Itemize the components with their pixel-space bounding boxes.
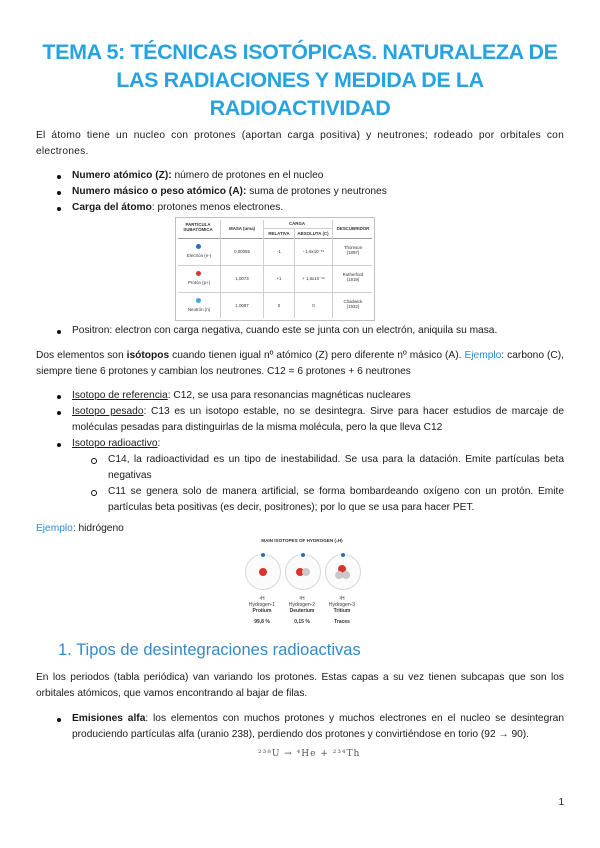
definition-text: suma de protones y neutrones bbox=[246, 186, 387, 197]
table-cell: +1 bbox=[276, 276, 282, 281]
isotope-label bbox=[322, 596, 362, 625]
isotope-label bbox=[242, 596, 282, 625]
table-cell: - 1,6x10⁻¹⁹ bbox=[302, 249, 325, 254]
list-bullet bbox=[57, 207, 61, 211]
text-run: : carbono (C), siempre tiene 6 protones y cambian los neutrones. C12 = 6 protones + 6 neutrones bbox=[36, 350, 564, 377]
protium-atom bbox=[245, 554, 281, 590]
list-bullet bbox=[57, 175, 61, 179]
term-atom-charge: Carga del átomo bbox=[72, 202, 152, 213]
section-title: Tipos de desintegraciones radioactivas bbox=[76, 641, 361, 659]
table-cell: Neutrón (n) bbox=[187, 307, 211, 312]
list-bullet bbox=[57, 395, 61, 399]
list-item bbox=[72, 184, 387, 200]
text-run: cuando tienen igual nº atómico (Z) pero diferente nº másico (A). bbox=[169, 350, 465, 361]
isotope-abundance: 99,8 % bbox=[254, 619, 270, 625]
table-cell: 1,0073 bbox=[235, 276, 249, 281]
isotope-symbol: ³H bbox=[339, 596, 345, 602]
table-cell: 0,00055 bbox=[234, 249, 250, 254]
list-bullet bbox=[57, 443, 61, 447]
definition-text: : C13 es un isotopo estable, no se desintegra. Sirve para hacer estudios de marcaje de moléculas pesadas para distinguirlas de la misma molécula, pero la que lleva C12 bbox=[72, 406, 565, 433]
header-relative: RELATIVA bbox=[268, 231, 290, 236]
alpha-decay-equation: ²³⁸U → ⁴He + ²³⁴Th bbox=[258, 749, 361, 759]
term-isotopes: isótopos bbox=[126, 350, 170, 361]
electron-icon bbox=[301, 553, 305, 557]
header-charge: CARGA bbox=[288, 221, 306, 226]
list-item bbox=[72, 404, 564, 436]
neutron-icon bbox=[342, 571, 350, 579]
term-heavy-isotope: Isotopo pesado bbox=[72, 406, 144, 417]
header-discoverer: DESCUBRIDOR bbox=[336, 226, 370, 231]
list-item bbox=[72, 200, 283, 216]
isotope-common-name: Protium bbox=[252, 608, 272, 614]
term-reference-isotope: Isotopo de referencia bbox=[72, 390, 168, 401]
isotope-symbol: ²H bbox=[299, 596, 305, 602]
list-item bbox=[72, 436, 160, 452]
isotopes-paragraph bbox=[36, 348, 564, 380]
term-mass-number: Numero másico o peso atómico (A): bbox=[72, 186, 247, 197]
page-title: TEMA 5: TÉCNICAS ISOTÓPICAS. NATURALEZA DE LAS RADIACIONES Y MEDIDA DE LA RADIOACTIVIDAD bbox=[42, 40, 558, 120]
header-particle: PARTÍCULA SUBATÓMICA bbox=[183, 222, 213, 232]
isotope-name: Hydrogen-1 bbox=[248, 602, 276, 608]
list-bullet bbox=[57, 718, 61, 722]
term-alpha-emission: Emisiones alfa bbox=[72, 713, 146, 724]
example-label: Ejemplo bbox=[464, 350, 502, 361]
text-run: : hidrógeno bbox=[72, 523, 124, 534]
isotope-label bbox=[282, 596, 322, 625]
section-paragraph: En los periodos (tabla periódica) van variando los protones. Estas capas a su vez tienen subcapas que son los orbitales atómicos, que vamos encontrando al bajar de filas. bbox=[36, 672, 564, 699]
list-bullet bbox=[57, 191, 61, 195]
table-cell: Rutherford (1919) bbox=[342, 272, 364, 282]
table-cell: Thomson (1897) bbox=[343, 245, 363, 255]
section-heading bbox=[58, 641, 361, 660]
table-cell: -1 bbox=[277, 249, 281, 254]
header-mass: MASA (uma) bbox=[229, 226, 255, 231]
tritium-atom bbox=[325, 554, 361, 590]
text-run: Dos elementos son bbox=[36, 350, 127, 361]
hydrogen-isotopes-figure bbox=[237, 538, 367, 648]
neutron-dot bbox=[196, 298, 201, 303]
definition-text: : bbox=[157, 438, 161, 449]
list-item bbox=[72, 168, 323, 184]
subatomic-particle-table bbox=[175, 217, 375, 321]
sublist-item: C14, la radioactividad es un tipo de inestabilidad. Se usa para la datación. Emite partículas beta negativas bbox=[108, 454, 564, 481]
sublist-item: C11 se genera solo de manera artificial, se forma bombardeando oxígeno con un protón. Emite partículas beta positivas (es decir, positrones); por lo que se usa para hacer PET. bbox=[108, 486, 564, 513]
table-cell: + 1,6x10⁻¹⁹ bbox=[302, 276, 325, 281]
proton-icon bbox=[259, 568, 267, 576]
definition-text: : C12, se usa para resonancias magnéticas nucleares bbox=[167, 390, 411, 401]
page-number: 1 bbox=[558, 797, 564, 808]
table-cell: 0 bbox=[277, 303, 281, 308]
isotope-common-name: Tritium bbox=[333, 608, 351, 614]
electron-icon bbox=[261, 553, 265, 557]
table-cell: Electrón (e-) bbox=[186, 253, 212, 258]
figure-title: MAIN ISOTOPES OF HYDROGEN (₁H) bbox=[261, 538, 343, 543]
alpha-emission-item bbox=[72, 711, 564, 743]
isotope-abundance: Traces bbox=[334, 619, 350, 625]
definition-text: : los elementos con muchos protones y muchos electrones en el nucleo se desintegran produciendo partículas alfa (uranio 238), perdiendo dos protones y convirtiéndose en torio (92 → 90). bbox=[72, 713, 564, 740]
sublist-bullet bbox=[91, 490, 97, 496]
definition-text: : protones menos electrones. bbox=[151, 202, 284, 213]
deuterium-atom bbox=[285, 554, 321, 590]
header-absolute: ABSOLUTA (C) bbox=[297, 231, 329, 236]
table-cell: 1,0087 bbox=[235, 303, 249, 308]
table-cell: Chadwick (1932) bbox=[343, 299, 363, 309]
neutron-icon bbox=[302, 568, 310, 576]
section-number: 1. bbox=[58, 641, 72, 659]
isotope-common-name: Deuterium bbox=[289, 608, 315, 614]
isotope-name: Hydrogen-2 bbox=[288, 602, 316, 608]
list-item bbox=[72, 388, 564, 404]
proton-dot bbox=[196, 271, 201, 276]
term-radioactive-isotope: Isotopo radioactivo bbox=[72, 438, 158, 449]
isotope-abundance: 0,15 % bbox=[294, 619, 310, 625]
isotope-symbol: ¹H bbox=[259, 596, 265, 602]
example-label: Ejemplo bbox=[36, 523, 73, 534]
term-atomic-number: Numero atómico (Z): bbox=[72, 170, 172, 181]
intro-paragraph: El átomo tiene un nucleo con protones (aportan carga positiva) y neutrones; rodeado por orbitales con electrones. bbox=[36, 130, 564, 157]
definition-text: número de protones en el nucleo bbox=[171, 170, 324, 181]
sublist-bullet bbox=[91, 458, 97, 464]
positron-item: Positron: electron con carga negativa, cuando este se junta con un electrón, aniquila su masa. bbox=[72, 325, 498, 336]
table-cell: Protón (p+) bbox=[187, 280, 211, 285]
hydrogen-example bbox=[36, 521, 124, 537]
list-bullet bbox=[57, 330, 61, 334]
electron-dot bbox=[196, 244, 201, 249]
electron-icon bbox=[341, 553, 345, 557]
table-cell: 0 bbox=[312, 303, 315, 308]
list-bullet bbox=[57, 411, 61, 415]
isotope-name: Hydrogen-3 bbox=[328, 602, 356, 608]
